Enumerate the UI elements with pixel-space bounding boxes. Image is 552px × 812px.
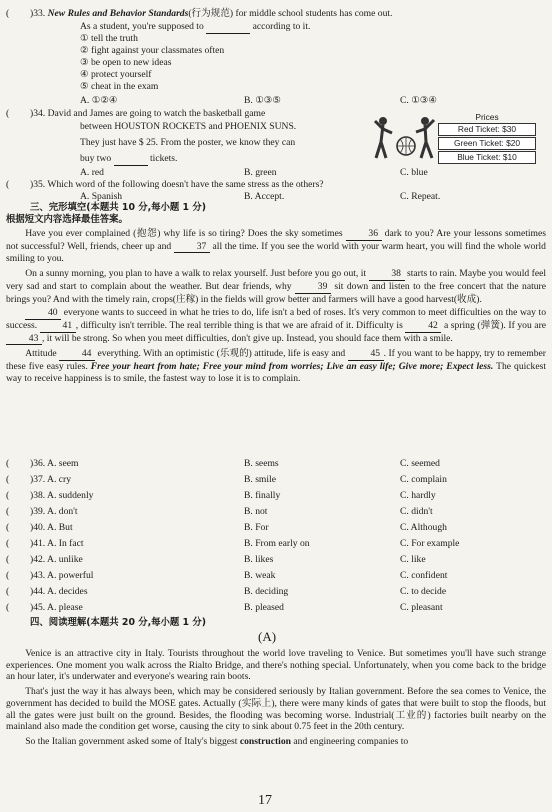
- q34-line1: )34. David and James are going to watch the basketball game: [30, 108, 266, 119]
- answer-row-43: ( )43. A. powerful B. weak C. confident: [6, 570, 448, 581]
- section3-instruction: 根据短文内容选择最佳答案。: [6, 214, 128, 225]
- q33-item-3: ③ be open to new ideas: [80, 57, 172, 68]
- q35-option-b: B. Accept.: [244, 191, 285, 202]
- q33-item-2: ② fight against your classmates often: [80, 45, 225, 56]
- cloze-paragraph-4: Attitude 44 everything. With an optimistic (乐观的) attitude, life is easy and 45 . If you want to be happy, try to remember these five easy rules. Free your heart from hate; Free your mind from worries; Live an easy life; Give more; Expect less. The quickest way to receive happiness is to smile, the fastest way to lose it is to complain.: [6, 348, 546, 384]
- blank-44: 44: [59, 348, 95, 361]
- page-number: 17: [258, 793, 272, 808]
- construction-word: construction: [239, 735, 291, 747]
- ticket-poster: [370, 112, 536, 172]
- five-rules: Free your heart from hate; Free your mind from worries; Live an easy life; Give more; Expect less.: [90, 361, 494, 373]
- q35-line1: )35. Which word of the following doesn't have the same stress as the others?: [30, 179, 324, 190]
- q33-line1: )33. New Rules and Behavior Standards(行为规范) for middle school students has come out.: [30, 8, 393, 19]
- answer-row-44: ( )44. A. decides B. deciding C. to decide: [6, 586, 447, 597]
- answer-row-40: ( )40. A. But B. For C. Although: [6, 522, 447, 533]
- q34-option-b: B. green: [244, 167, 277, 178]
- q33-item-1: ① tell the truth: [80, 33, 138, 44]
- section4-heading: 四、阅读理解(本题共 20 分,每小题 1 分): [30, 617, 207, 628]
- price-list: [438, 112, 536, 165]
- answer-row-37: ( )37. A. cry B. smile C. complain: [6, 474, 447, 485]
- q33-item-4: ④ protect yourself: [80, 69, 152, 80]
- q35-option-a: A. Spanish: [80, 191, 123, 202]
- cloze-paragraph-2: On a sunny morning, you plan to have a walk to relax yourself. Just before you go out, it 38 starts to rain. Maybe you would feel very sad and start to complain about the weather. But dear friends, why 39 sit down and listen to the free concert that the nature brings you? And with the timely rain, crops(庄稼) in the fields will grow better and farmers will have a good harvest(收成).: [6, 268, 546, 305]
- q34-option-c: C. blue: [400, 167, 428, 178]
- q33-item-5: ⑤ cheat in the exam: [80, 81, 159, 92]
- cloze-paragraph-1: Have you ever complained (抱怨) why life is so tiring? Does the sky sometimes 36 dark to you? Are your lessons sometimes not successful? Well, friends, cheer up and 37 all the time. If you see the world with your warm heart, you will find the whole world smiling to you.: [6, 228, 547, 265]
- blank-40: 40: [25, 307, 61, 320]
- q34-line3: They just have $ 25. From the poster, we know they can: [80, 137, 296, 148]
- blank-42: 42: [405, 320, 441, 333]
- q35-option-c: C. Repeat.: [400, 191, 441, 202]
- blank-37: 37: [174, 241, 210, 254]
- reading-passage: [6, 648, 546, 748]
- q34-paren: (: [6, 108, 10, 119]
- q34-line4: buy two tickets.: [80, 153, 178, 164]
- q33-option-a: A. ①②④: [80, 95, 118, 106]
- q33-line2: As a student, you're supposed to according to it.: [80, 21, 311, 32]
- answer-row-36: ( )36. A. seem B. seems C. seemed: [6, 458, 440, 469]
- q33-option-b: B. ①③⑤: [244, 95, 281, 106]
- q33-option-c: C. ①③④: [400, 95, 437, 106]
- part-a-label: (A): [258, 629, 277, 644]
- q33-title: New Rules and Behavior Standards: [47, 8, 189, 19]
- q35-paren: (: [6, 179, 10, 190]
- q34-line2: between HOUSTON ROCKETS and PHOENIX SUNS.: [80, 121, 297, 132]
- q34-blank: [114, 153, 148, 166]
- reading-paragraph-2: That's just the way it has always been, which may be considered seriously by Italian government. Before the sea comes to Venice, the government has decided to build the MOSE gates. Actually (实际上), there were many kinds of gates that were built to stop the floods, but all the gates were just built on the ground. Besides, the flooding was becoming worse. Industrial(工业的) factories built nearby on the mainland also made the condition get worse, causing the city to sink about 0.75 feet in the 20th century.: [6, 686, 546, 733]
- section3-heading: 三、完形填空(本题共 10 分,每小题 1 分): [30, 202, 207, 213]
- cloze-passage: [6, 228, 546, 384]
- blank-41: 41: [40, 320, 76, 333]
- red-ticket-price: Red Ticket: $30: [438, 123, 536, 136]
- blank-39: 39: [295, 281, 331, 294]
- blank-36: 36: [346, 228, 382, 241]
- blank-45: 45: [348, 348, 384, 361]
- reading-paragraph-3: So the Italian government asked some of Italy's biggest construction and engineering companies to: [25, 735, 409, 747]
- green-ticket-price: Green Ticket: $20: [438, 137, 536, 150]
- blank-43: 43: [6, 333, 42, 346]
- q33-blank: [206, 21, 250, 34]
- basketball-players-icon: [370, 112, 436, 172]
- answer-row-38: ( )38. A. suddenly B. finally C. hardly: [6, 490, 436, 501]
- answer-row-41: ( )41. A. In fact B. From early on C. For example: [6, 538, 460, 549]
- q34-option-a: A. red: [80, 167, 104, 178]
- reading-paragraph-1: Venice is an attractive city in Italy. Tourists throughout the world love traveling to Venice. But sometimes you'll have such strange experiences. One moment you walk across the Rialto Bridge, and there's nothing special. Unfortunately, when you come back to the bridge an hour later, it's underwater and everyone's wearing rain boots.: [6, 648, 546, 683]
- blue-ticket-price: Blue Ticket: $10: [438, 151, 536, 164]
- answer-row-45: ( )45. A. please B. pleased C. pleasant: [6, 602, 443, 613]
- blank-38: 38: [369, 268, 405, 281]
- cloze-paragraph-3: 40 everyone wants to succeed in what he tries to do, life isn't a bed of roses. It's very common to meet difficulties on the way to success. 41 , difficulty isn't terrible. The real terrible thing is that we are afraid of it. Difficulty is 42 a spring (弹簧). If you are 43 , it will be strong. So when you meet difficulties, don't give up. Instead, you should face them with a smile.: [6, 307, 547, 344]
- answer-row-42: ( )42. A. unlike B. likes C. like: [6, 554, 426, 565]
- answer-row-39: ( )39. A. don't B. not C. didn't: [6, 506, 433, 517]
- q33-paren: (: [6, 8, 10, 19]
- prices-title: Prices: [475, 112, 499, 122]
